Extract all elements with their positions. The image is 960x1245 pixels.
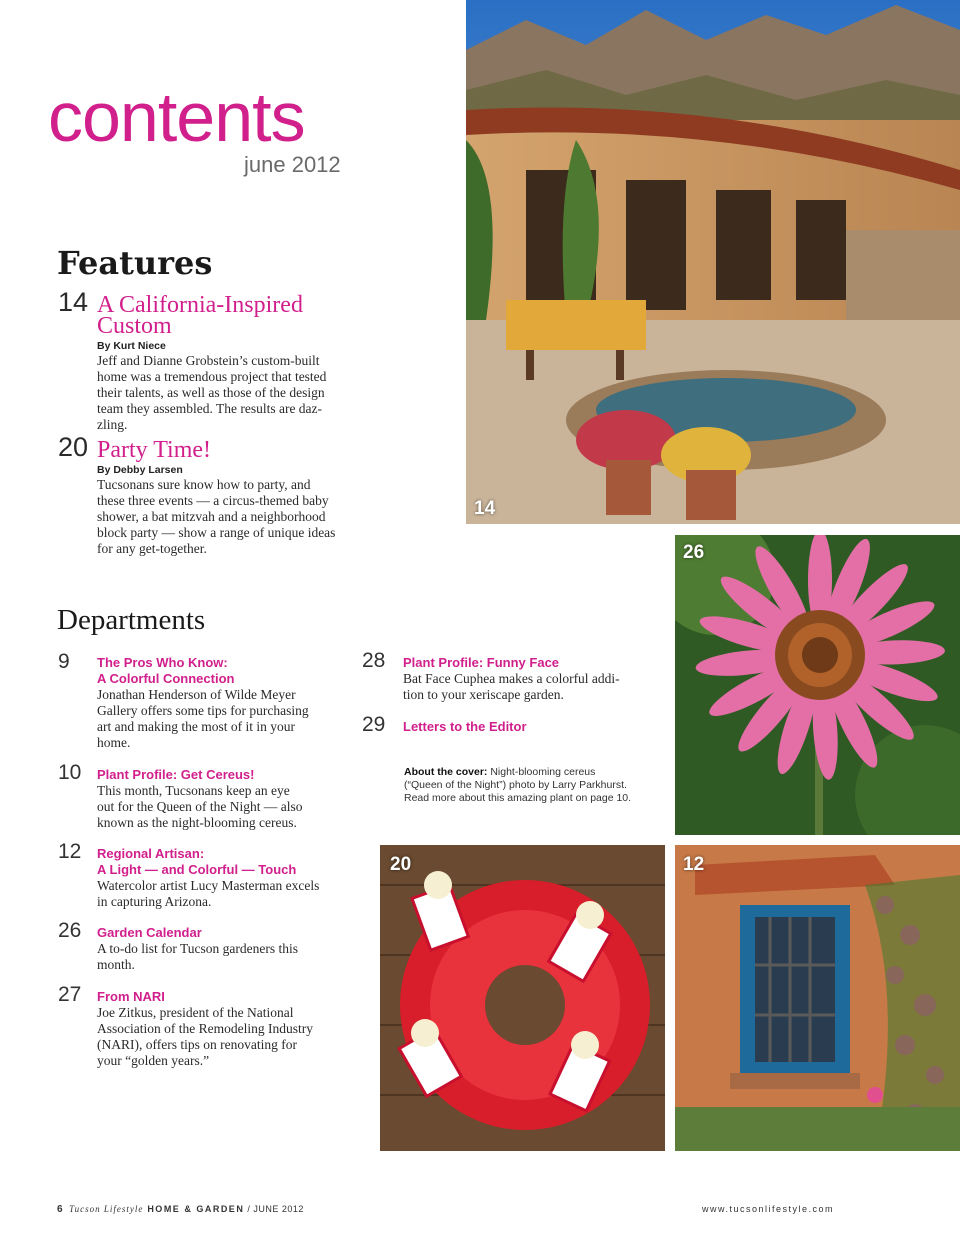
cover-note-line [404,766,654,779]
popcorn-wreath-illustration [380,845,665,1151]
feature-page-number: 20 [58,432,89,462]
department-entry[interactable] [97,925,347,973]
department-entry[interactable] [403,655,653,703]
feature-title[interactable]: Party Time! [97,437,212,463]
department-description [97,783,347,831]
department-title[interactable] [403,719,653,735]
text-line: Bat Face Cuphea makes a colorful addi- [403,671,620,686]
text-line: A to-do list for Tucson gardeners this [97,941,298,956]
title-line: A Colorful Connection [97,671,235,686]
wreath-photo[interactable] [380,845,665,1151]
footer-url[interactable]: www.tucsonlifestyle.com [701,1204,834,1214]
title-line: A Light — and Colorful — Touch [97,862,297,877]
feature-page-number: 14 [58,287,89,317]
department-entry[interactable] [403,719,653,735]
department-title[interactable] [97,767,347,783]
text-line: in capturing Arizona. [97,894,212,909]
departments-heading: Departments [57,604,206,636]
magazine-brand: Tucson Lifestyle [69,1204,144,1214]
features-heading: Features [57,244,213,282]
window-painting-photo[interactable] [675,845,960,1151]
text-line: Jeff and Dianne Grobstein’s custom-built [97,353,320,368]
text-line: Joe Zitkus, president of the National [97,1005,294,1020]
text-line: Tucsonans sure know how to party, and [97,477,311,492]
house-illustration [466,0,960,524]
cover-note-label: About the cover: [404,766,488,778]
text-line: art and making the most of it in your [97,719,295,734]
department-title[interactable] [97,925,347,941]
window-painting-illustration [675,845,960,1151]
department-description [97,878,357,910]
masthead-title: contents [48,78,305,156]
feature-byline: By Debby Larsen [97,464,183,476]
department-page-number: 29 [362,713,386,736]
cover-note [404,766,654,805]
house-photo[interactable] [466,0,960,524]
department-page-number: 12 [58,840,82,863]
title-line: Garden Calendar [97,925,202,940]
text-line: Read more about this amazing plant on page 10. [404,792,632,804]
department-entry[interactable] [97,846,357,910]
issue-date: june 2012 [244,152,341,177]
text-line: home. [97,735,131,750]
text-line: your “golden years.” [97,1053,210,1068]
text-line: month. [97,957,135,972]
text-line: block party — show a range of unique ideas [97,525,336,540]
footer-folio [57,1204,304,1215]
text-line: tion to your xeriscape garden. [403,687,564,702]
department-description [97,1005,347,1069]
text-line: out for the Queen of the Night — also [97,799,303,814]
text-line: team they assembled. The results are daz- [97,401,323,416]
photo-page-number: 12 [683,854,705,875]
text-line: shower, a bat mitzvah and a neighborhood [97,509,326,524]
title-line: Plant Profile: Get Cereus! [97,767,255,782]
title-line: Plant Profile: Funny Face [403,655,560,670]
department-page-number: 10 [58,761,82,784]
text-line: Jonathan Henderson of Wilde Meyer [97,687,296,702]
text-line: (“Queen of the Night”) photo by Larry Parkhurst. [404,779,627,791]
title-line: Regional Artisan: [97,846,205,861]
magazine-section: HOME & GARDEN [147,1204,245,1214]
text-line: for any get-together. [97,541,207,556]
photo-page-number: 20 [390,854,412,875]
text-line: This month, Tucsonans keep an eye [97,783,290,798]
feature-entry[interactable] [97,437,367,557]
title-line: From NARI [97,989,165,1004]
text-line: their talents, as well as those of the design [97,385,325,400]
title-line: Letters to the Editor [403,719,527,734]
text-line: zling. [97,417,128,432]
feature-description [97,353,357,433]
department-title[interactable] [403,655,653,671]
department-description [97,687,347,751]
folio-page-number: 6 [57,1204,64,1215]
department-page-number: 27 [58,983,82,1006]
department-entry[interactable] [97,989,347,1069]
department-title[interactable] [97,846,357,878]
text-line: Night-blooming cereus [487,766,596,778]
folio-date: / JUNE 2012 [244,1204,304,1214]
department-title[interactable] [97,655,347,687]
feature-description [97,477,367,557]
department-title[interactable] [97,989,347,1005]
department-entry[interactable] [97,655,347,751]
title-line: The Pros Who Know: [97,655,228,670]
text-line: Association of the Remodeling Industry [97,1021,313,1036]
photo-page-number: 14 [474,498,496,519]
department-page-number: 28 [362,649,386,672]
department-description [403,671,653,703]
coneflower-illustration [675,535,960,835]
text-line: Watercolor artist Lucy Masterman excels [97,878,320,893]
department-page-number: 26 [58,919,82,942]
flower-photo[interactable] [675,535,960,835]
feature-title[interactable]: A California-Inspired Custom [97,292,303,339]
text-line: these three events — a circus-themed baby [97,493,329,508]
feature-entry[interactable] [97,292,357,433]
department-entry[interactable] [97,767,347,831]
text-line: Gallery offers some tips for purchasing [97,703,309,718]
text-line: (NARI), offers tips on renovating for [97,1037,297,1052]
feature-byline: By Kurt Niece [97,340,166,352]
photo-page-number: 26 [683,542,705,563]
department-page-number: 9 [58,650,70,673]
text-line: known as the night-blooming cereus. [97,815,297,830]
text-line: home was a tremendous project that tested [97,369,327,384]
department-description [97,941,347,973]
